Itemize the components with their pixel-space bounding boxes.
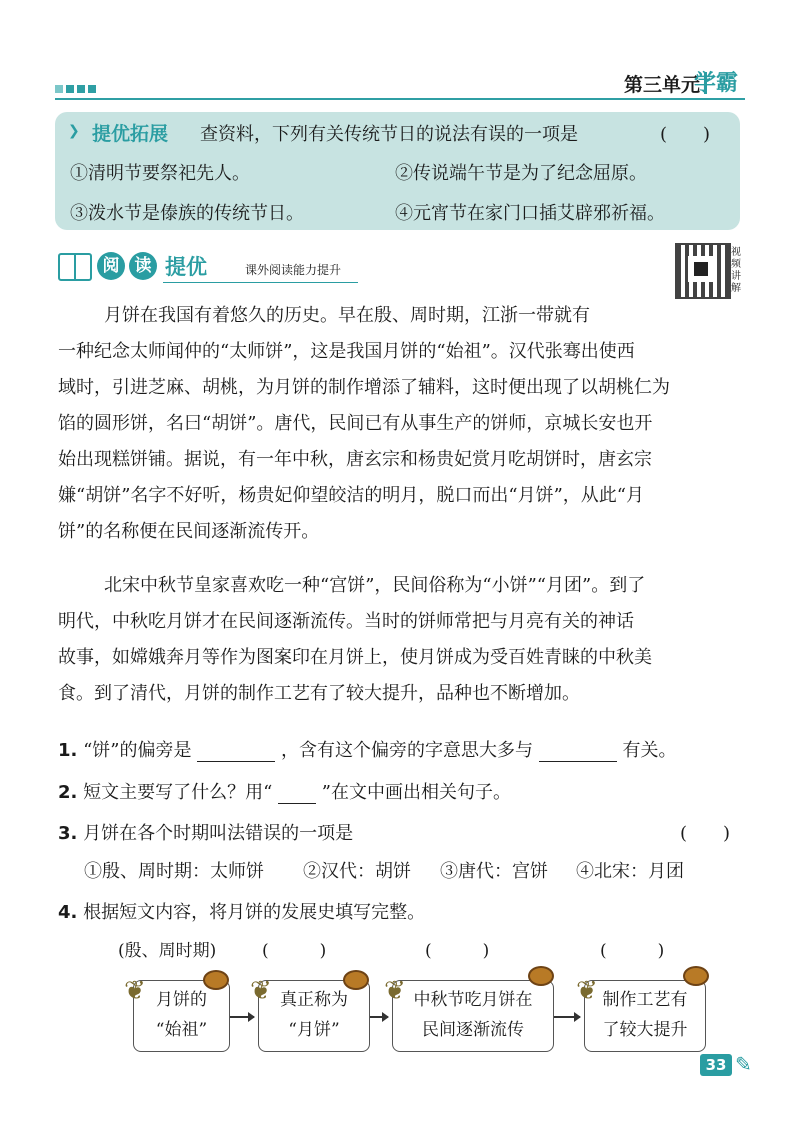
answer-blank[interactable]: [539, 740, 617, 762]
passage-line: 食。到了清代，月饼的制作工艺有了较大提升，品种也不断增加。: [58, 683, 580, 704]
question-4: [58, 898, 425, 924]
passage-line: 故事，如嫦娥奔月等作为图案印在月饼上，使月饼成为受百姓青睐的中秋美: [58, 647, 652, 668]
extend-title: 提优拓展: [92, 123, 169, 145]
question-2: [58, 778, 511, 804]
question-number: 3.: [58, 823, 78, 844]
brand-logo: 学霸: [693, 71, 738, 96]
reading-title: 提优: [165, 255, 207, 279]
flow-card: [258, 980, 370, 1052]
wheat-icon: ❦: [250, 976, 272, 1006]
passage-line: 始出现糕饼铺。据说，有一年中秋，唐玄宗和杨贵妃赏月吃胡饼时，唐玄宗: [58, 449, 652, 470]
reading-underline: [163, 282, 358, 283]
reading-subtitle: 课外阅读能力提升: [245, 263, 342, 277]
q3-option: ②汉代：胡饼: [303, 861, 411, 882]
underline-mark: [278, 782, 316, 804]
mooncake-icon: [203, 970, 229, 990]
flow-arrow: [554, 1016, 580, 1018]
chevron-right-icon: ❯: [68, 123, 80, 139]
unit-label: 第三单元: [623, 74, 700, 96]
answer-blank[interactable]: [197, 740, 275, 762]
reading-title-char: 读: [129, 252, 157, 280]
flow-card-line: “月饼”: [288, 1020, 340, 1040]
passage-line: 嫌“胡饼”名字不好听，杨贵妃仰望皎洁的明月，脱口而出“月饼”，从此“月: [58, 485, 645, 506]
flow-card-line: 中秋节吃月饼在: [413, 990, 533, 1010]
flow-card-line: 真正称为: [280, 990, 348, 1010]
extend-option: ②传说端午节是为了纪念屈原。: [395, 163, 647, 184]
passage-line: 一种纪念太师闻仲的“太师饼”，这是我国月饼的“始祖”。汉代张骞出使西: [58, 341, 635, 362]
q3-option: ③唐代：宫饼: [440, 861, 548, 882]
extend-option: ③泼水节是傣族的传统节日。: [70, 203, 304, 224]
question-number: 4.: [58, 902, 78, 923]
passage-line: 域时，引进芝麻、胡桃，为月饼的制作增添了辅料，这时便出现了以胡桃仁为: [58, 377, 670, 398]
mooncake-icon: [528, 966, 554, 986]
header-decoration: [55, 78, 99, 97]
question-text: 根据短文内容，将月饼的发展史填写完整。: [83, 902, 426, 923]
question-number: 2.: [58, 782, 78, 803]
flow-card-line: 月饼的: [156, 990, 207, 1010]
passage-line: 月饼在我国有着悠久的历史。早在殷、周时期，江浙一带就有: [104, 305, 590, 326]
flow-arrow: [370, 1016, 388, 1018]
question-text: “饼”的偏旁是: [83, 740, 192, 761]
question-text: 短文主要写了什么？用“: [83, 782, 273, 803]
flow-answer-paren[interactable]: ( ): [425, 941, 490, 961]
question-number: 1.: [58, 740, 78, 761]
answer-paren[interactable]: ( ): [660, 124, 711, 145]
extend-question: 查资料，下列有关传统节日的说法有误的一项是: [200, 124, 578, 145]
passage-line: 北宋中秋节皇家喜欢吃一种“宫饼”，民间俗称为“小饼”“月团”。到了: [104, 575, 646, 596]
flow-arrow: [230, 1016, 254, 1018]
video-explain-label: 视频讲解: [731, 247, 741, 294]
wheat-icon: ❦: [576, 976, 598, 1006]
question-1: [58, 736, 676, 762]
qr-code-dot: [694, 262, 708, 276]
q3-option: ④北宋：月团: [576, 861, 684, 882]
extend-option: ①清明节要祭祀先人。: [70, 163, 250, 184]
flow-card-line: “始祖”: [155, 1020, 208, 1040]
pencil-icon: ✎: [735, 1052, 752, 1076]
wheat-icon: ❦: [124, 976, 146, 1006]
extend-option: ④元宵节在家门口插艾辟邪祈福。: [395, 203, 665, 224]
mooncake-icon: [343, 970, 369, 990]
mooncake-icon: [683, 966, 709, 986]
question-text: 有关。: [622, 740, 677, 761]
header-rule: [55, 98, 745, 100]
question-text: ”在文中画出相关句子。: [321, 782, 511, 803]
question-text: ，含有这个偏旁的字意思大多与: [280, 740, 533, 761]
flow-card: [133, 980, 230, 1052]
question-text: 月饼在各个时期叫法错误的一项是: [83, 823, 354, 844]
reading-title-char: 阅: [97, 252, 125, 280]
flow-card-line: 了较大提升: [602, 1020, 688, 1040]
q3-option: ①殷、周时期：太师饼: [84, 861, 264, 882]
passage-line: 明代，中秋吃月饼才在民间逐渐流传。当时的饼师常把与月亮有关的神话: [58, 611, 634, 632]
flow-card-line: 制作工艺有: [602, 990, 688, 1010]
passage-line: 饼”的名称便在民间逐渐流传开。: [58, 521, 320, 542]
flow-card: [584, 980, 706, 1052]
flow-answer-paren[interactable]: ( ): [262, 941, 327, 961]
book-icon: [58, 253, 92, 281]
page-number: 33: [700, 1054, 732, 1076]
passage-line: 馅的圆形饼，名曰“胡饼”。唐代，民间已有从事生产的饼师，京城长安也开: [58, 413, 653, 434]
question-3: [58, 819, 353, 845]
flow-answer-paren[interactable]: ( ): [600, 941, 665, 961]
answer-paren[interactable]: ( ): [680, 823, 731, 844]
flow-card-line: 民间逐渐流传: [422, 1020, 524, 1040]
flow-period-label: (殷、周时期): [118, 941, 217, 961]
wheat-icon: ❦: [384, 976, 406, 1006]
flow-card: [392, 980, 554, 1052]
